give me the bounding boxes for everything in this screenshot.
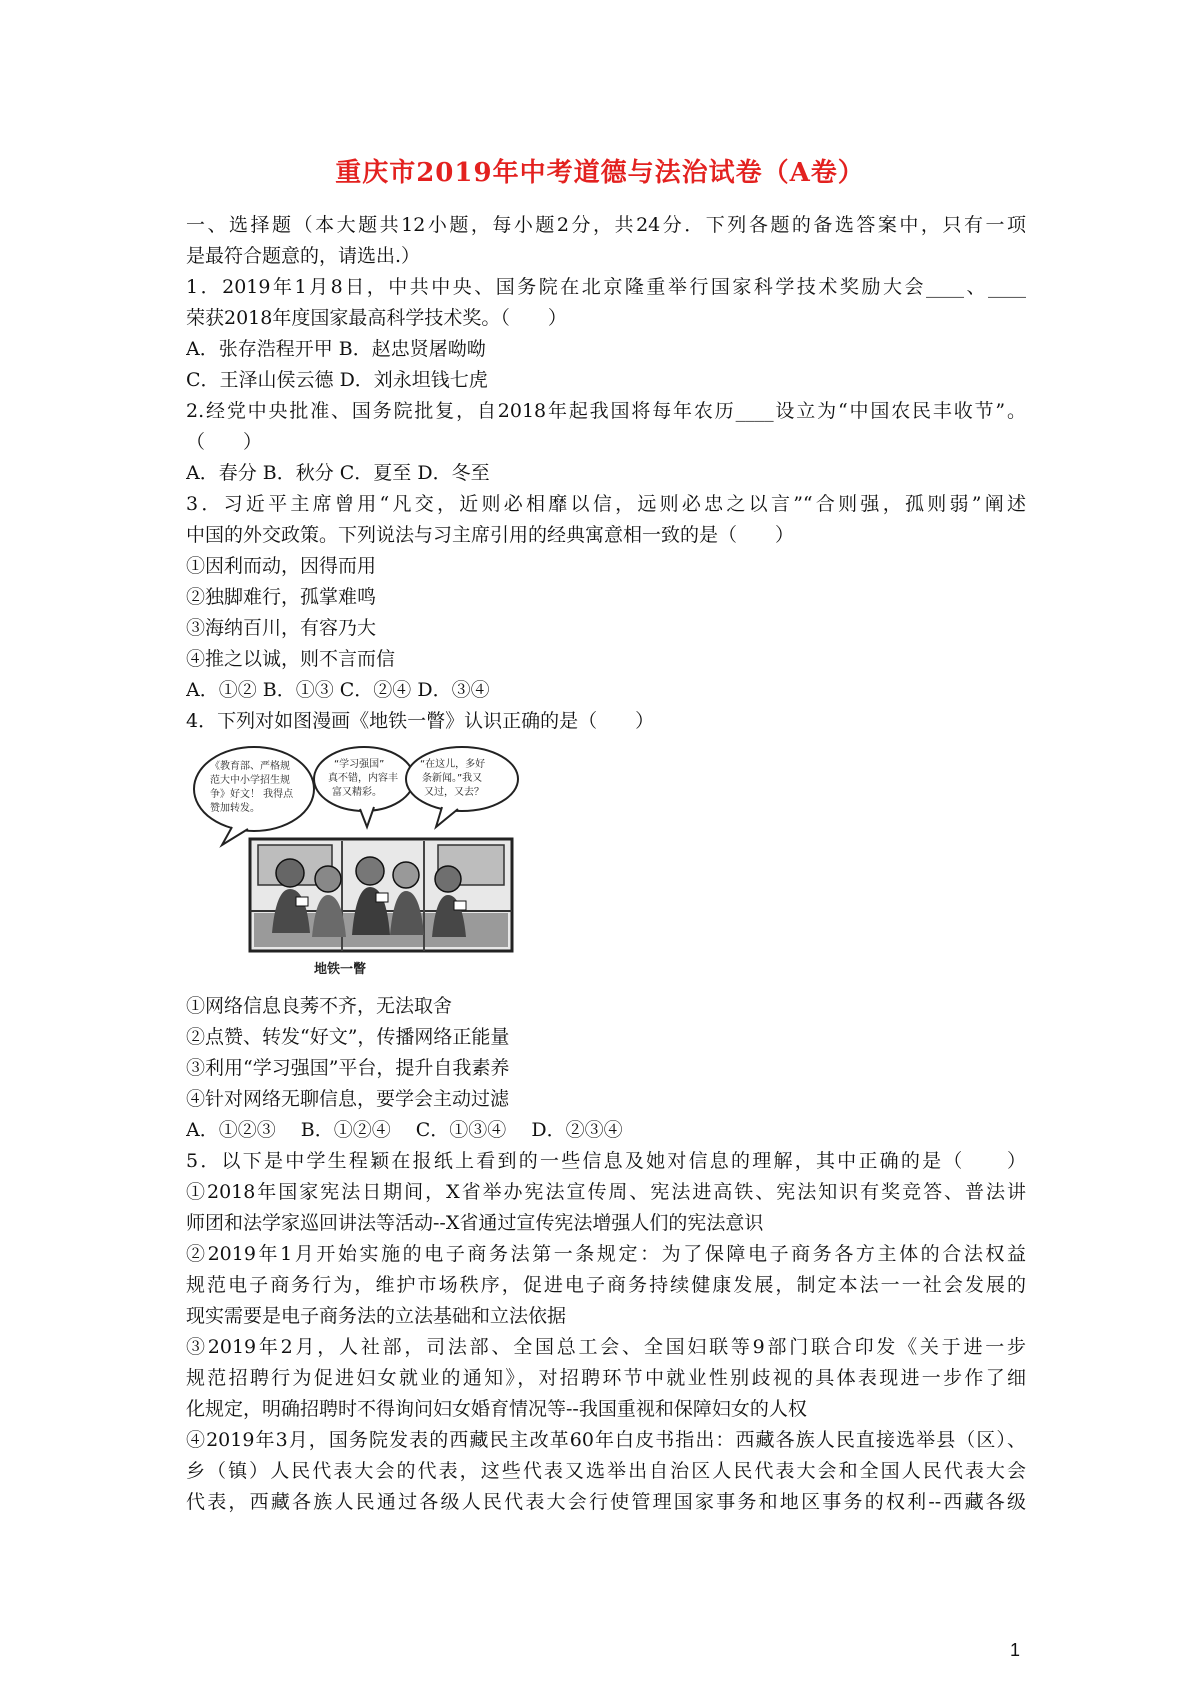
text-line: A．①② B．①③ C．②④ D．③④ (186, 679, 490, 701)
page-title: 重庆市2019年中考道德与法治试卷（A卷） (335, 158, 865, 188)
text-line: ①网络信息良莠不齐，无法取舍 (186, 995, 453, 1017)
text-line: 中国的外交政策。下列说法与习主席引用的经典寓意相一致的是（ ） (186, 524, 795, 546)
text-line: 5．以下是中学生程颖在报纸上看到的一些信息及她对信息的理解，其中正确的是（ ） (186, 1150, 1026, 1172)
text-line: ②独脚难行，孤掌难鸣 (186, 586, 377, 608)
text-line: ④推之以诚，则不言而信 (186, 648, 396, 670)
text-line: 规范电子商务行为，维护市场秩序，促进电子商务持续健康发展，制定本法一一社会发展的 (186, 1274, 1026, 1296)
bubble-left-line: 范大中小学招生规 (210, 775, 290, 786)
bubble-right-line: 又过，又去？ (424, 787, 484, 798)
text-line: ③利用“学习强国”平台，提升自我素养 (186, 1057, 510, 1079)
text-line: A．春分 B．秋分 C．夏至 D．冬至 (186, 462, 490, 484)
text-line: 规范招聘行为促进妇女就业的通知》，对招聘环节中就业性别歧视的具体表现进一步作了细 (186, 1367, 1026, 1389)
text-line: ④针对网络无聊信息，要学会主动过滤 (186, 1088, 510, 1110)
text-line: ③海纳百川，有容乃大 (186, 617, 377, 639)
text-line: 2.经党中央批准、国务院批复，自2018年起我国将每年农历____设立为“中国农民丰收节”。 (186, 400, 1026, 422)
text-line: ③2019年2月，人社部，司法部、全国总工会、全国妇联等9部门联合印发《关于进一步 (186, 1336, 1026, 1358)
text-line: 3．习近平主席曾用“凡交，近则必相靡以信，远则必忠之以言”“合则强，孤则弱”阐述 (186, 493, 1026, 515)
text-line: ①因利而动，因得而用 (186, 555, 377, 577)
text-line: A．①②③ B．①②④ C．①③④ D．②③④ (186, 1119, 623, 1141)
subway-cartoon-image (192, 741, 528, 983)
bubble-right-line: 条新闻。”我又 (422, 773, 483, 784)
text-line: ④2019年3月，国务院发表的西藏民主改革60年白皮书指出：西藏各族人民直接选举县（区）、 (186, 1429, 1026, 1451)
document-body (186, 210, 1026, 1518)
text-line: （ ） (186, 431, 263, 453)
bubble-middle-line: 真不错，内容丰 (328, 773, 398, 784)
text-line: ②点赞、转发“好文”，传播网络正能量 (186, 1026, 510, 1048)
text-line: 乡（镇）人民代表大会的代表，这些代表又选举出自治区人民代表大会和全国人民代表大会 (186, 1460, 1026, 1482)
text-line: 4．下列对如图漫画《地铁一瞥》认识正确的是（ ） (186, 710, 655, 732)
text-line: 一、选择题（本大题共12小题，每小题2分，共24分．下列各题的备选答案中，只有一项 (186, 214, 1026, 236)
bubble-left-line: 争》好文！ 我得点 (210, 789, 294, 800)
bubble-middle-line: 富又精彩。 (332, 787, 382, 798)
text-line: 代表，西藏各族人民通过各级人民代表大会行使管理国家事务和地区事务的权利--西藏各级 (186, 1491, 1026, 1513)
page-number: 1 (1010, 1640, 1021, 1660)
cartoon-caption: 地铁一瞥 (314, 962, 367, 977)
text-line: 1．2019年1月8日，中共中央、国务院在北京隆重举行国家科学技术奖励大会____、____ (186, 276, 1026, 298)
text-line: 现实需要是电子商务法的立法基础和立法依据 (186, 1305, 567, 1327)
bubble-left-line: 赞加转发。 (210, 803, 260, 814)
bubble-middle-line: “学习强国” (334, 759, 385, 770)
text-line: 是最符合题意的，请选出.） (186, 245, 421, 267)
text-line: 化规定，明确招聘时不得询问妇女婚育情况等--我国重视和保障妇女的人权 (186, 1398, 807, 1420)
bubble-left-line: 《教育部、严格规 (210, 761, 290, 772)
text-line: 荣获2018年度国家最高科学技术奖。（ ） (186, 307, 567, 329)
text-line: A．张存浩程开甲 B．赵忠贤屠呦呦 (186, 338, 486, 360)
bubble-right-line: “在这儿，多好 (420, 759, 486, 770)
text-line: ①2018年国家宪法日期间，X省举办宪法宣传周、宪法进高铁、宪法知识有奖竞答、普法讲 (186, 1181, 1026, 1203)
text-line: C．王泽山侯云德 D．刘永坦钱七虎 (186, 369, 488, 391)
text-line: 师团和法学家巡回讲法等活动--X省通过宣传宪法增强人们的宪法意识 (186, 1212, 764, 1234)
text-line: ②2019年1月开始实施的电子商务法第一条规定：为了保障电子商务各方主体的合法权益 (186, 1243, 1026, 1265)
